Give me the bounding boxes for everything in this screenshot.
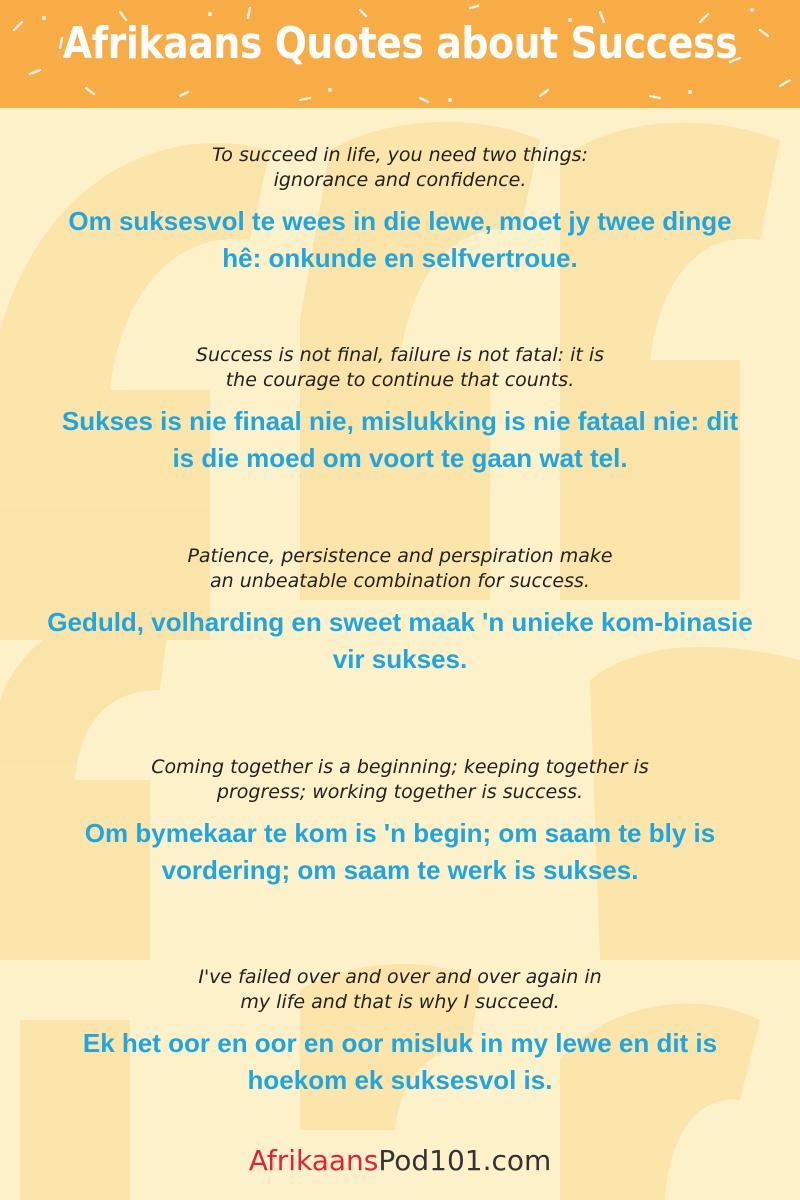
quote-block-5 [0, 965, 800, 1099]
afrikaans-translation: Geduld, volharding en sweet maak 'n unieke kom-binasie vir sukses. [47, 607, 753, 674]
english-quote: To succeed in life, you need two things: ignorance and confidence. [212, 144, 588, 191]
brand-name-rest: Pod101.com [378, 1144, 552, 1177]
afrikaans-translation: Om suksesvol te wees in die lewe, moet jy twee dinge hê: onkunde en selfvertroue. [68, 206, 732, 273]
afrikaans-translation: Ek het oor en oor en oor misluk in my lewe en dit is hoekom ek suksesvol is. [82, 1028, 718, 1095]
afrikaans-translation: Sukses is nie finaal nie, mislukking is nie fataal nie: dit is die moed om voort te gaan wat tel. [61, 406, 739, 473]
quote-block-3 [0, 544, 800, 678]
english-quote: Patience, persistence and perspiration make an unbeatable combination for success. [187, 545, 613, 592]
quote-block-4 [0, 755, 800, 889]
footer-brand-link[interactable] [0, 1144, 800, 1177]
quote-block-1 [0, 143, 800, 277]
quote-block-2 [0, 343, 800, 477]
afrikaans-translation: Om bymekaar te kom is 'n begin; om saam te bly is vordering; om saam te werk is sukses. [84, 818, 716, 885]
brand-name-red: Afrikaans [248, 1144, 379, 1177]
english-quote: Success is not final, failure is not fatal: it is the courage to continue that counts. [195, 344, 605, 391]
english-quote: I've failed over and over and over again in my life and that is why I succeed. [198, 966, 602, 1013]
english-quote: Coming together is a beginning; keeping together is progress; working together is success. [151, 756, 649, 803]
header-banner [0, 0, 800, 108]
page-title: Afrikaans Quotes about Success [62, 18, 738, 69]
